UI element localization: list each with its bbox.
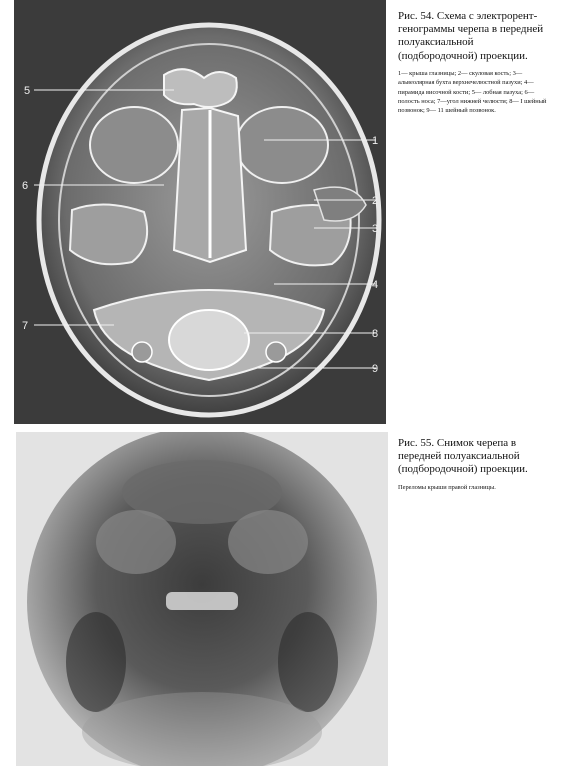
figure-55-title: Рис. 55. Снимок черепа в передней полуаксиальной (подбородочной) проекции. [398, 437, 528, 476]
label-2: 2 [372, 195, 379, 207]
skull-radiograph [16, 432, 388, 766]
label-4: 4 [372, 279, 379, 291]
label-3: 3 [372, 223, 379, 235]
figure-55-caption [398, 437, 548, 492]
label-9: 9 [372, 363, 379, 375]
figure-55-image [16, 432, 388, 766]
skull-schematic-drawing [14, 0, 386, 424]
label-6: 6 [22, 180, 29, 192]
figure-54-caption [398, 10, 548, 116]
figure-54-image [14, 0, 386, 424]
label-1: 1 [372, 135, 379, 147]
label-5: 5 [24, 85, 31, 97]
figure-55-note: Переломы крыши правой глазницы. [398, 483, 496, 491]
label-7: 7 [22, 320, 29, 332]
figure-54-title: Рис. 54. Схема с электрорент-генограммы черепа в передней полуаксиальной (подбородочной) проекции. [398, 10, 544, 62]
figure-54-legend: 1— крыша глазницы; 2— скуловая кость; 3— альвеолярная бухта верхнечелюстной пазухи; 4— пирамида височной кости; 5— лобная пазуха; 6— полость носа; 7—угол нижней челюсти; 8— I шейный позвонок; 9— 11 шейный позвонок. [398, 69, 547, 115]
label-8: 8 [372, 328, 379, 340]
